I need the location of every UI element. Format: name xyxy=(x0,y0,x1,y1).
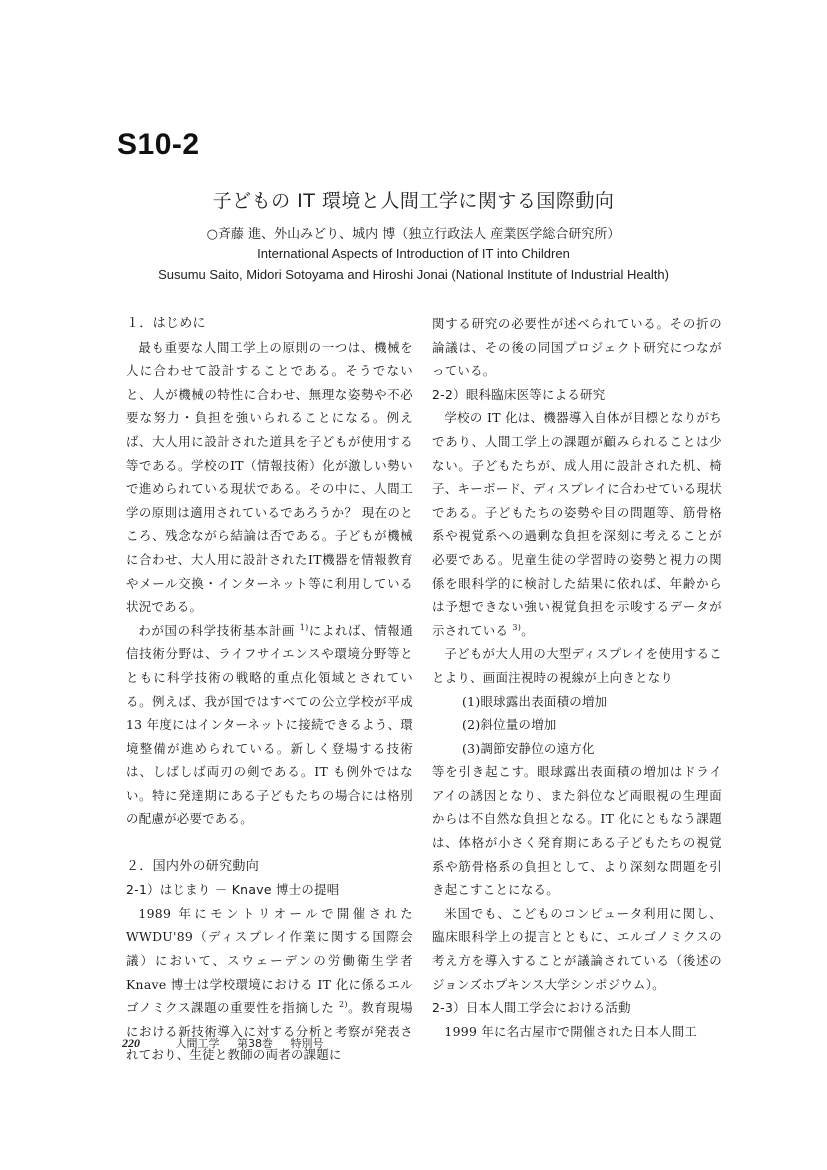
section-heading-introduction: １．はじめに xyxy=(126,316,206,331)
subsection-heading-2-3: 2-3）日本人間工学会における活動 xyxy=(432,1000,631,1016)
paper-title-japanese: 子どもの IT 環境と人間工学に関する国際動向 xyxy=(212,190,615,212)
authors-english: Susumu Saito, Midori Sotoyama and Hiroshi Jonai (National Institute of Industrial Health) xyxy=(158,267,669,282)
paragraph: 米国でも、こどものコンピュータ利用に関し、臨床眼科学上の提言とともに、エルゴノミクスの考え方を導入することが議論されている（後述のジョンズホプキンス大学シンポジウム）。 xyxy=(432,905,722,992)
session-id: S10-2 xyxy=(117,128,200,161)
paragraph: 子どもが大人用の大型ディスプレイを使用することより、画面注視時の視線が上向きとなり xyxy=(432,646,722,685)
paragraph-text: 学校の IT 化は、機器導入自体が目標となりがちであり、人間工学上の課題が顧みられることは少ない。子どもたちが、成人用に設計された机、椅子、キーボード、ディスプレイに合わせている現状である。子どもたちの姿勢や目の問題等、筋骨格系や視覚系への過剰な負担を深刻に考えることが必要である。児童生徒の学習時の姿勢と視力の関係を眼科学的に検討した結果に依れば、年齢からは予想できない強い視覚負担を示唆するデータが示されている xyxy=(432,410,722,638)
paragraph-text: 1989 年にモントリオールで開催された WWDU'89（ディスプレイ作業に関する国際会議）において、スウェーデンの労働衛生学者 Knave 博士は学校環境における IT 化に係るエルゴノミクス課題の重要性を指摘した xyxy=(126,905,413,1016)
journal-volume: 第38巻 xyxy=(237,1037,273,1050)
paragraph: 等を引き起こす。眼球露出表面積の増加はドライアイの誘因となり、また斜位など両眼視の生理面からは不自然な負担となる。IT 化にともなう課題は、体格が小さく発育期にある子どもたちの視覚系や筋骨格系の負担として、より深刻な問題を引き起こすことになる。 xyxy=(432,764,722,898)
right-column xyxy=(432,312,722,1043)
subsection-heading-2-1: 2-1）はじまり － Knave 博士の提唱 xyxy=(126,882,340,898)
paragraph: 1999 年に名古屋市で開催された日本人間工 xyxy=(444,1023,698,1039)
journal-name: 人間工学 xyxy=(175,1037,220,1050)
list-item: (3)調節安静位の遠方化 xyxy=(462,740,595,756)
list-item: (1)眼球露出表面積の増加 xyxy=(462,693,608,709)
section-heading-research-trends: ２．国内外の研究動向 xyxy=(126,858,260,874)
paper-title-english: International Aspects of Introduction of IT into Children xyxy=(257,246,570,261)
reference-marker: 1) xyxy=(299,622,309,632)
paragraph xyxy=(432,406,722,642)
paragraph: 最も重要な人間工学上の原則の一つは、機械を人に合わせて設計することである。そうでないと、人が機械の特性に合わせ、無理な姿勢や不必要な努力・負担を強いられることになる。例えば、大人用に設計された道具を子どもが使用する等である。学校のIT（情報技術）化が激しい勢いで進められている現状である。その中に、人間工学の原則は適用されているであろうか？ 現在のところ、残念ながら結論は否である。子どもが機械に合わせ、大人用に設計されたIT機器を情報教育やメール交換・インターネット等に利用している状況である。 xyxy=(126,339,413,615)
page-number: 220 xyxy=(122,1036,140,1050)
left-column xyxy=(126,312,413,1067)
page-footer xyxy=(122,1035,324,1051)
paragraph-text: 。 xyxy=(521,622,534,638)
list-item: (2)斜位量の増加 xyxy=(462,717,557,733)
paragraph-text: わが国の科学技術基本計画 xyxy=(138,622,300,638)
paragraph-continued: 関する研究の必要性が述べられている。その折の論議は、その後の同国プロジェクト研究につながっている。 xyxy=(432,316,722,379)
reference-marker: 3) xyxy=(512,622,522,632)
reference-marker: 2) xyxy=(339,1000,348,1010)
paragraph xyxy=(126,619,413,831)
authors-japanese: ○斉藤 進、外山みどり、城内 博（独立行政法人 産業医学総合研究所） xyxy=(206,227,621,242)
journal-issue: 特別号 xyxy=(290,1037,324,1050)
subsection-heading-2-2: 2-2）眼科臨床医等による研究 xyxy=(432,386,606,402)
paragraph-text: によれば、情報通信技術分野は、ライフサイエンスや環境分野等とともに科学技術の戦略的重点化領域とされている。例えば、我が国ではすべての公立学校が平成 13 年度にはインターネットに接続できるよう、環境整備が進められている。新しく登場する技術は、しばしば両刃の剣である。IT も例外ではない。特に発達期にある子どもたちの場合には格別の配慮が必要である。 xyxy=(126,622,414,827)
paragraph-text: 。教育現場における新技術導入に対する分析と考察が発表されており、生徒と教師の両者の課題に xyxy=(126,1000,413,1063)
